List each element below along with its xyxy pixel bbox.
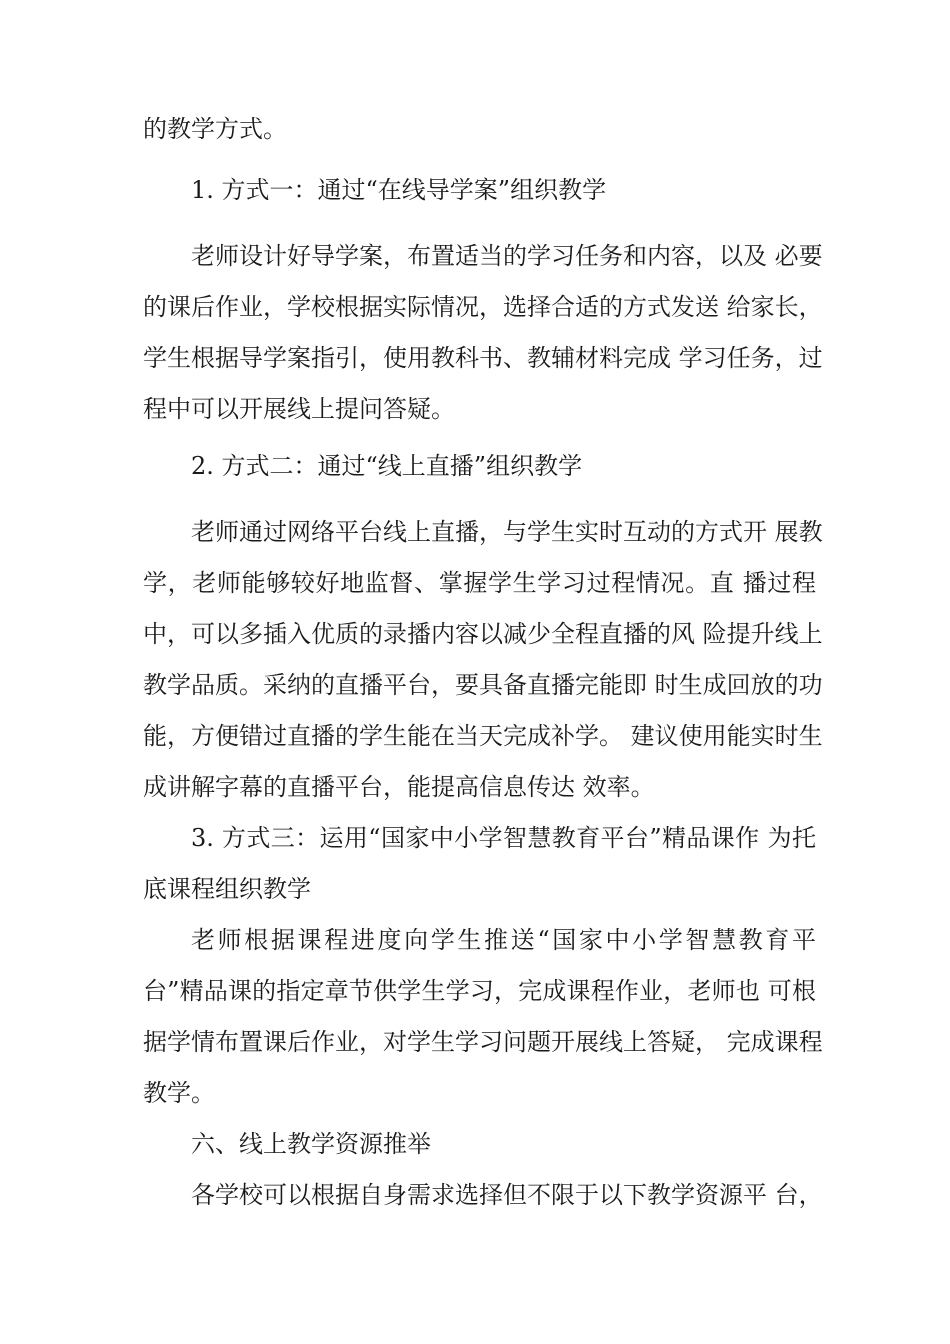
text-line: 各学校可以根据自身需求选择但不限于以下教学资源平 台， [191,1181,823,1209]
text-line: 中，可以多插入优质的录播内容以减少全程直播的风 险提升线上 [143,620,823,648]
section-heading: 2. 方式二：通过“线上直播”组织教学 [191,452,583,480]
text-line: 老师根据课程进度向学生推送“国家中小学智慧教育平 [191,926,816,954]
text-line: 据学情布置课后作业，对学生学习问题开展线上答疑， 完成课程 [143,1028,823,1056]
text-line: 老师设计好导学案，布置适当的学习任务和内容，以及 必要 [191,242,823,270]
text-line: 台”精品课的指定章节供学生学习，完成课程作业，老师也 可根 [143,977,816,1005]
text-line: 学，老师能够较好地监督、掌握学生学习过程情况。直 播过程 [143,569,816,597]
text-line: 的教学方式。 [143,115,287,143]
text-line: 老师通过网络平台线上直播，与学生实时互动的方式开 展教 [191,518,823,546]
section-heading: 3. 方式三：运用“国家中小学智慧教育平台”精品课作 为托 [191,824,816,852]
section-heading: 1. 方式一：通过“在线导学案”组织教学 [191,176,607,204]
text-line: 教学。 [143,1079,215,1107]
text-line: 学生根据导学案指引，使用教科书、教辅材料完成 学习任务，过 [143,344,823,372]
text-line: 的课后作业，学校根据实际情况，选择合适的方式发送 给家长， [143,293,823,321]
text-line: 成讲解字幕的直播平台，能提高信息传达 效率。 [143,773,655,801]
text-line: 教学品质。采纳的直播平台，要具备直播完能即 时生成回放的功 [143,671,823,699]
text-line: 能，方便错过直播的学生能在当天完成补学。 建议使用能实时生 [143,722,823,750]
section-heading: 底课程组织教学 [143,875,311,903]
section-heading: 六、线上教学资源推举 [191,1130,431,1158]
text-line: 程中可以开展线上提问答疑。 [143,395,455,423]
